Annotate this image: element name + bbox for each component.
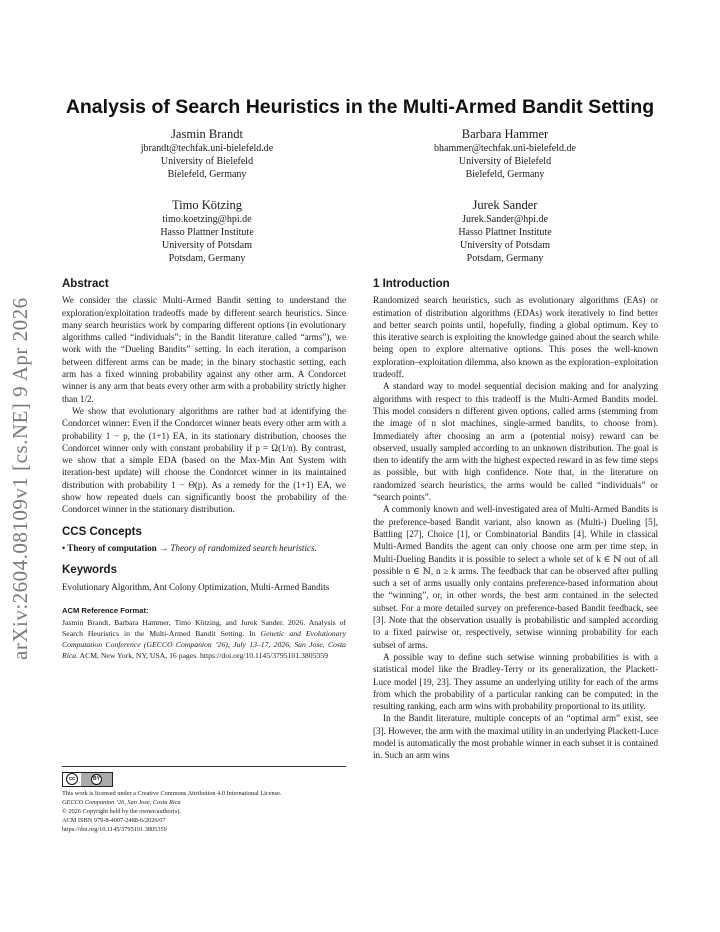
- acm-reference-part: ACM, New York, NY, USA, 16 pages. https://doi.org/10.1145/3795101.3805359: [78, 651, 328, 661]
- left-column: [62, 278, 346, 661]
- author-block: [77, 197, 337, 265]
- license-isbn: ACM ISBN 979-8-4007-2488-6/2026/07: [62, 816, 166, 824]
- author-email: jbrandt@techfak.uni-bielefeld.de: [140, 143, 274, 154]
- author-affiliation: University of Potsdam: [162, 240, 252, 251]
- intro-paragraph: A possible way to define such setwise winning probabilities is with a statistical model like the Bradley-Terry or its generalization, the Plackett-Luce model [19, 23]. They assume an underlying utility for each of the arms from which the probability of a particular ranking can be computed: in the resulting ranking, each arm wins with probability proportional to its utility.: [373, 651, 658, 712]
- author-affiliation: University of Potsdam: [460, 240, 550, 251]
- intro-paragraph: A standard way to model sequential decision making and for analyzing algorithms with respect to this tradeoff is the Multi-Armed Bandits model. This model considers n different given options, called arms (stemming from the image of n slot machines, single-armed bandits, to choose from). Immediately after choosing an arm a (potential noisy) reward can be observed, usually sampled according to an unknown distribution. The goal is then to identify the arm with the highest expected reward in as few time steps as possible, but with high confidence. Note that, in the literature on randomized search heuristics, the arms would be called “individuals” or “search points”.: [373, 381, 658, 503]
- license-venue: GECCO Companion ’26, San Jose, Costa Rica: [62, 798, 181, 806]
- ccs-arrow: →: [156, 542, 171, 553]
- author-location: Potsdam, Germany: [168, 253, 246, 264]
- author-block: [375, 126, 635, 181]
- ccs-heading: CCS Concepts: [62, 525, 142, 538]
- abstract-heading: Abstract: [62, 278, 109, 290]
- ccs-subconcept: Theory of randomized search heuristics.: [170, 542, 317, 553]
- arxiv-stamp: arXiv:2604.08109v1 [cs.NE] 9 Apr 2026: [8, 297, 32, 660]
- author-affiliation: University of Bielefeld: [160, 156, 254, 167]
- by-icon: BY: [81, 773, 112, 786]
- abstract-paragraph: We consider the classic Multi-Armed Bandit setting to understand the exploration/exploitation tradeoffs made by different search heuristics. Since many search heuristics work by comparing different options (in evolutionary algorithms called “individuals”; in the Bandit literature called “arms”), we work with the “Dueling Bandits” setting. In each iteration, a comparison between different arms can be made; in the binary stochastic setting, each arm has a fixed winning probability against any other arm. A Condorcet winner is any arm that beats every other arm with a probability strictly higher than 1/2.: [62, 295, 346, 404]
- author-location: Bielefeld, Germany: [465, 169, 545, 180]
- cc-by-badge: [62, 772, 113, 787]
- author-name: Barbara Hammer: [461, 127, 549, 141]
- acm-reference-venue: Genetic and Evolutionary Computation Conference (GECCO Companion ’26), July 13–17, 2026, San Jose, Costa Rica.: [62, 629, 346, 661]
- author-email: timo.koetzing@hpi.de: [162, 214, 252, 225]
- license-block: [62, 766, 346, 834]
- acm-reference-text: [62, 617, 346, 661]
- author-email: bhammer@techfak.uni-bielefeld.de: [434, 143, 576, 154]
- keywords-heading: Keywords: [62, 564, 117, 577]
- author-block: [375, 197, 635, 265]
- ccs-text: [62, 542, 346, 554]
- acm-reference-part: Jasmin Brandt, Barbara Hammer, Timo Kötzing, and Jurek Sander. 2026. Analysis of Search Heuristics in the Multi-Armed Bandit Setting. In: [62, 618, 346, 639]
- license-copyright: © 2026 Copyright held by the owner/author(s).: [62, 807, 181, 815]
- author-affiliation: University of Bielefeld: [458, 156, 552, 167]
- author-block: [77, 126, 337, 181]
- author-name: Jurek Sander: [472, 198, 538, 212]
- intro-paragraph: In the Bandit literature, multiple concepts of an “optimal arm” exist, see [3]. However, the arm with the maximal utility in an underlying Plackett-Luce model is automatically the most probable winner in each subset it is contained in. Such an arm wins: [373, 713, 658, 761]
- cc-icon: cc: [63, 773, 81, 786]
- author-name: Jasmin Brandt: [171, 127, 243, 141]
- author-affiliation: Hasso Plattner Institute: [458, 227, 552, 238]
- abstract-paragraph: We show that evolutionary algorithms are rather bad at identifying the Condorcet winner: Even if the Condorcet winner beats every other arm with a probability 1 − p, the (1+1) EA, in its stationary distribution, chooses the Condorcet winner only with constant probability if p = Ω(1/n). By contrast, we show that a simple EDA (based on the Max-Min Ant System with iteration-best update) will choose the Condorcet winner in its maintained distribution with probability 1 − Θ(p). As a remedy for the (1+1) EA, we show how repeated duels can significantly boost the probability of the Condorcet winner in the stationary distribution.: [62, 405, 346, 515]
- author-email: Jurek.Sander@hpi.de: [462, 214, 548, 225]
- author-affiliation: Hasso Plattner Institute: [160, 227, 254, 238]
- keywords-text: Evolutionary Algorithm, Ant Colony Optimization, Multi-Armed Bandits: [62, 581, 330, 592]
- intro-paragraph: A commonly known and well-investigated area of Multi-Armed Bandits is the preference-based Bandit variant, also known as (Multi-) Dueling [5], Battling [27], Choice [1], or Combinatorial Bandits [4]. While in classical Multi-Armed Bandits the agent can only choose one arm per time step, in Multi-Dueling Bandits it is possible to select a whole set of k ∈ ℕ out of all possible n ∈ ℕ, n ≥ k arms. The feedback that can be observed after pulling such a set of arms usually only contains preference-based information about the “winning”, or, in other words, the best arm contained in the selected subset. For a more detailed survey on preference-based Bandit feedback, see [3]. Note that the observation usually is probabilistic and sampled according to a fixed pairwise or, respectively, setwise winning probability for each subset of arms.: [373, 504, 658, 650]
- author-location: Potsdam, Germany: [466, 253, 544, 264]
- acm-reference-heading: ACM Reference Format:: [62, 605, 149, 615]
- license-line: This work is licensed under a Creative Commons Attribution 4.0 International License.: [62, 789, 282, 797]
- author-name: Timo Kötzing: [171, 198, 243, 212]
- intro-heading: 1 Introduction: [373, 278, 450, 290]
- ccs-concept: • Theory of computation: [62, 542, 157, 553]
- paper-title: Analysis of Search Heuristics in the Multi-Armed Bandit Setting: [65, 96, 655, 118]
- author-location: Bielefeld, Germany: [167, 169, 247, 180]
- license-doi: https://doi.org/10.1145/3795101.3805359: [62, 825, 167, 833]
- right-column: [373, 278, 658, 762]
- intro-paragraph: Randomized search heuristics, such as evolutionary algorithms (EAs) or estimation of distribution algorithms (EDAs) work iteratively to find better and better search points until, hopefully, finding a global optimum. Key to this iterative search is exploiting the knowledge gained about the search while being open to explore alternative options. This poses the well-known exploration–exploitation dilemma, also known as the exploration–exploitation tradeoff.: [373, 295, 658, 380]
